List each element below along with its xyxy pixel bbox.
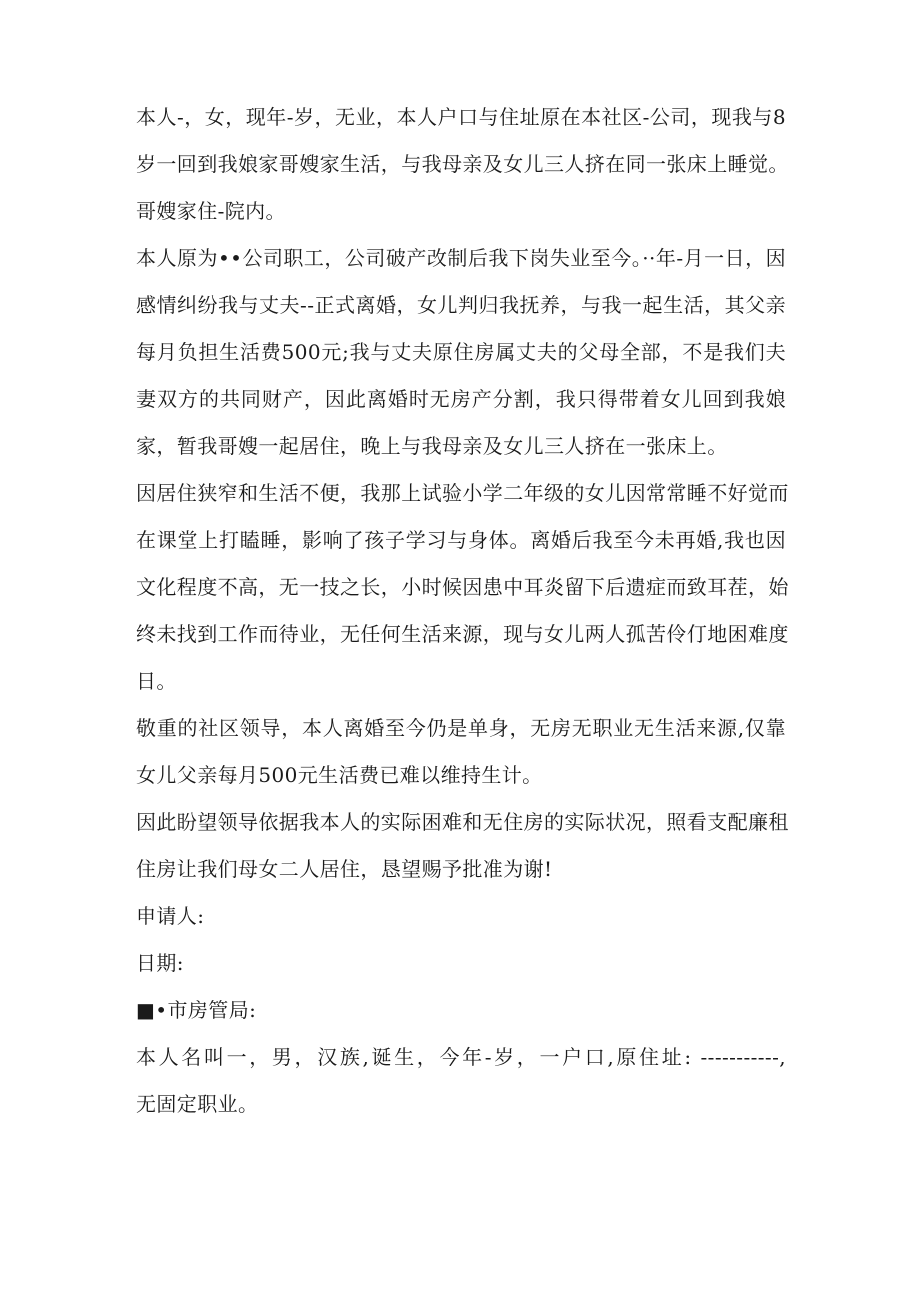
text-line: 感情纠纷我与丈夫--正式离婚，女儿判归我抚养，与我一起生活，其父亲 bbox=[136, 293, 786, 317]
paragraph-second-letter bbox=[136, 1034, 786, 1128]
text-line: 家，暂我哥嫂一起居住，晚上与我母亲及女儿三人挤在一张床上。 bbox=[136, 434, 728, 458]
paragraph-divorce-background bbox=[136, 235, 786, 470]
text-line: 本人原为••公司职工，公司破产改制后我下岗失业至今。··年-月一日，因 bbox=[136, 246, 786, 270]
text-line: 因居住狭窄和生活不便，我那上试验小学二年级的女儿因常常睡不好觉而 bbox=[136, 481, 789, 505]
text-line: 每月负担生活费500元;我与丈夫原住房属丈夫的父母全部，不是我们夫 bbox=[136, 340, 786, 364]
paragraph-hardship bbox=[136, 470, 789, 705]
date-label: 日期: bbox=[136, 951, 184, 975]
text-line: 本人名叫一，男，汉族,诞生，今年-岁，一户口,原住址: -----------, bbox=[136, 1045, 786, 1069]
text-line: 哥嫂家住-院内。 bbox=[136, 199, 286, 223]
text-line: 文化程度不高，无一技之长，小时候因患中耳炎留下后遗症而致耳茬，始 bbox=[136, 575, 789, 599]
text-line: 本人-，女，现年-岁，无业，本人户口与住址原在本社区-公司，现我与8 bbox=[136, 105, 786, 129]
text-line: 敬重的社区领导，本人离婚至今仍是单身，无房无职业无生活来源,仅靠 bbox=[136, 716, 786, 740]
text-line: 无固定职业。 bbox=[136, 1092, 259, 1116]
text-line: 妻双方的共同财产，因此离婚时无房产分割，我只得带着女儿回到我娘 bbox=[136, 387, 786, 411]
text-line: 日。 bbox=[136, 669, 177, 693]
document-body bbox=[136, 94, 789, 1128]
paragraph-address-leaders bbox=[136, 705, 786, 799]
paragraph-personal-info bbox=[136, 94, 789, 235]
applicant-label: 申请人: bbox=[136, 904, 205, 928]
text-line: 在课堂上打瞌睡，影响了孩子学习与身体。离婚后我至今未再婚,我也因 bbox=[136, 528, 786, 552]
text-line: 岁一回到我娘家哥嫂家生活，与我母亲及女儿三人挤在同一张床上睡觉。 bbox=[136, 152, 789, 176]
text-line: 因此盼望领导依据我本人的实际困难和无住房的实际状况，照看支配廉租 bbox=[136, 810, 789, 834]
text-line: 终未找到工作而待业，无任何生活来源，现与女儿两人孤苦伶仃地困难度 bbox=[136, 622, 789, 646]
paragraph-request bbox=[136, 799, 789, 893]
recipient-heading: ■•市房管局: bbox=[136, 998, 257, 1022]
text-line: 住房让我们母女二人居住，恳望赐予批准为谢! bbox=[136, 857, 553, 881]
text-line: 女儿父亲每月500元生活费已难以维持生计。 bbox=[136, 763, 543, 787]
